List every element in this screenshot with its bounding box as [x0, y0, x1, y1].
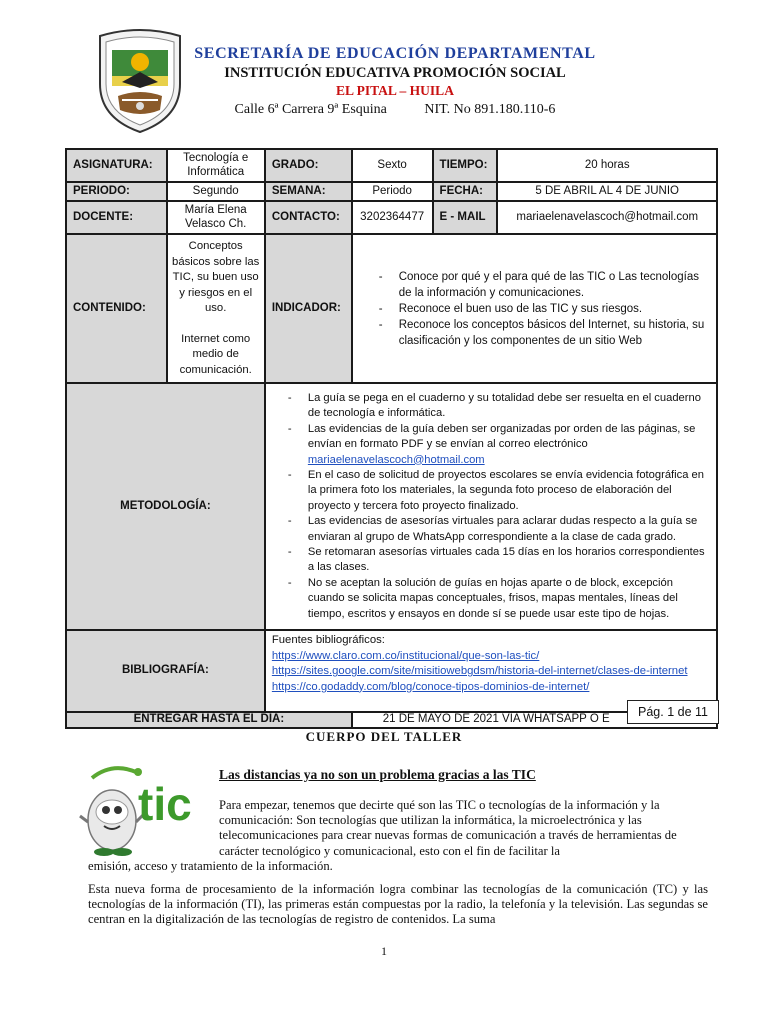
paragraph-1-continuation: emisión, acceso y tratamiento de la información. [88, 859, 333, 873]
secretaria-title: SECRETARÍA DE EDUCACIÓN DEPARTAMENTAL [194, 45, 596, 62]
table-row [66, 383, 717, 630]
fecha-label: FECHA: [433, 182, 498, 201]
list-item: - Las evidencias de asesorías virtuales para aclarar dudas respecto a la guía se enviaran al grupo de WhatsApp correspondiente a la clase de cada grado. [286, 514, 710, 545]
contacto-label: CONTACTO: [265, 201, 352, 234]
docente-value: María Elena Velasco Ch. [167, 201, 265, 234]
indicador-label: INDICADOR: [265, 234, 352, 383]
article-subtitle: Las distancias ya no son un problema gracias a las TIC [219, 767, 536, 782]
bibliografia-link-google-sites[interactable]: https://sites.google.com/site/misitiowebgdsm/historia-del-internet/clases-de-internet [271, 665, 688, 678]
email-value: mariaelenavelascoch@hotmail.com [497, 201, 717, 234]
location-title: EL PITAL – HUILA [336, 83, 454, 98]
metodologia-list [266, 391, 716, 622]
bibliografia-link-claro[interactable]: https://www.claro.com.co/institucional/que-son-las-tic/ [271, 649, 540, 662]
page-number: 1 [381, 944, 387, 958]
list-item [286, 422, 710, 468]
contacto-value: 3202364477 [352, 201, 433, 234]
paragraph-2: Esta nueva forma de procesamiento de la información logra combinar las tecnologías de la comunicación (TC) y las tecnologías de la información (TI), las primeras están compuestas por la radio, la telefonía y la televisión. Las segundas se centran en la digitalización de las tecnologías de registro de contenidos. La suma [88, 882, 708, 927]
table-row [66, 149, 717, 182]
tic-logo-text: tic [138, 778, 192, 830]
asignatura-value: Tecnología e Informática [167, 149, 265, 182]
tiempo-label: TIEMPO: [433, 149, 498, 182]
grado-label: GRADO: [265, 149, 352, 182]
indicador-list [353, 269, 716, 349]
table-row [66, 234, 717, 383]
institucion-title: INSTITUCIÓN EDUCATIVA PROMOCIÓN SOCIAL [224, 65, 566, 81]
periodo-value: Segundo [167, 182, 265, 201]
letterhead [190, 44, 600, 121]
table-row [66, 630, 717, 712]
tiempo-value: 20 horas [497, 149, 717, 182]
semana-value: Periodo [352, 182, 433, 201]
metodologia-label: METODOLOGÍA: [66, 383, 265, 630]
list-item: - Reconoce el buen uso de las TIC y sus riesgos. [377, 301, 710, 317]
asignatura-label: ASIGNATURA: [66, 149, 167, 182]
address-line [190, 99, 600, 121]
contenido-text-2: Internet como medio de comunicación. [179, 332, 252, 376]
docente-label: DOCENTE: [66, 201, 167, 234]
table-row [66, 712, 717, 728]
indicador-value [352, 234, 717, 383]
metodologia-item2-text: Las evidencias de la guía deben ser organizadas por orden de las páginas, se envían en formato PDF y se envían al correo electrónico [307, 422, 696, 451]
contenido-value [167, 234, 265, 383]
address-text: Calle 6ª Carrera 9ª Esquina [234, 102, 387, 117]
email-label: E - MAIL [433, 201, 498, 234]
list-item: - En el caso de solicitud de proyectos escolares se envía evidencia fotográfica en la primera foto los materiales, la segunda foto proceso de elaboración del proyecto y tercera foto proyecto finalizado. [286, 468, 710, 514]
semana-label: SEMANA: [265, 182, 352, 201]
list-item: - Reconoce los conceptos básicos del Internet, su historia, su clasificación y los componentes de un sitio Web [377, 317, 710, 349]
cuerpo-title: CUERPO DEL TALLER [305, 729, 463, 744]
paragraph-1: Para empezar, tenemos que decirte qué son las TIC o tecnologías de la información y la comunicación: Son tecnologías que utilizan la informática, la microelectrónica y las telecomunicaciones para crear nuevas formas de comunicación a través de herramientas de carácter tecnológico y comunicacional, esto con el fin de facilitar la [219, 798, 677, 858]
entregar-label: ENTREGAR HASTA EL DÍA: [66, 712, 352, 728]
tic-mascot-logo [78, 756, 206, 856]
nit-text: NIT. No 891.180.110-6 [424, 102, 556, 117]
page-badge: Pág. 1 de 11 [627, 700, 719, 724]
contenido-label: CONTENIDO: [66, 234, 167, 383]
entregar-value: 21 DE MAYO DE 2021 VÍA WHATSAPP O E [352, 712, 717, 728]
contenido-text-1: Conceptos básicos sobre las TIC, su buen uso y riesgos en el uso. [172, 240, 260, 314]
fecha-value: 5 DE ABRIL AL 4 DE JUNIO [497, 182, 717, 201]
periodo-label: PERIODO: [66, 182, 167, 201]
list-item: - La guía se pega en el cuaderno y su totalidad debe ser resuelta en el cuaderno de tecnología e informática. [286, 391, 710, 422]
bibliografia-label: BIBLIOGRAFÍA: [66, 630, 265, 712]
email-link[interactable]: mariaelenavelascoch@hotmail.com [307, 453, 485, 466]
metodologia-value [265, 383, 717, 630]
bibliografia-intro: Fuentes bibliográficos: [271, 634, 385, 646]
list-item: - No se aceptan la solución de guías en hojas aparte o de block, excepción cuando se solicita mapas conceptuales, frisos, mapas mentales, líneas del tiempo, escritos y ensayos en donde sí se puede usar este tipo de hojas. [286, 576, 710, 622]
list-item: - Se retomaran asesorías virtuales cada 15 días en los horarios correspondientes a las clases. [286, 545, 710, 576]
bibliografia-link-godaddy[interactable]: https://co.godaddy.com/blog/conoce-tipos-dominios-de-internet/ [271, 680, 590, 693]
table-row [66, 182, 717, 201]
table-row [66, 201, 717, 234]
grado-value: Sexto [352, 149, 433, 182]
guide-info-table [65, 148, 718, 729]
list-item: - Conoce por qué y el para qué de las TIC o Las tecnologías de la información y comunicaciones. [377, 269, 710, 301]
school-crest-logo [92, 26, 188, 136]
